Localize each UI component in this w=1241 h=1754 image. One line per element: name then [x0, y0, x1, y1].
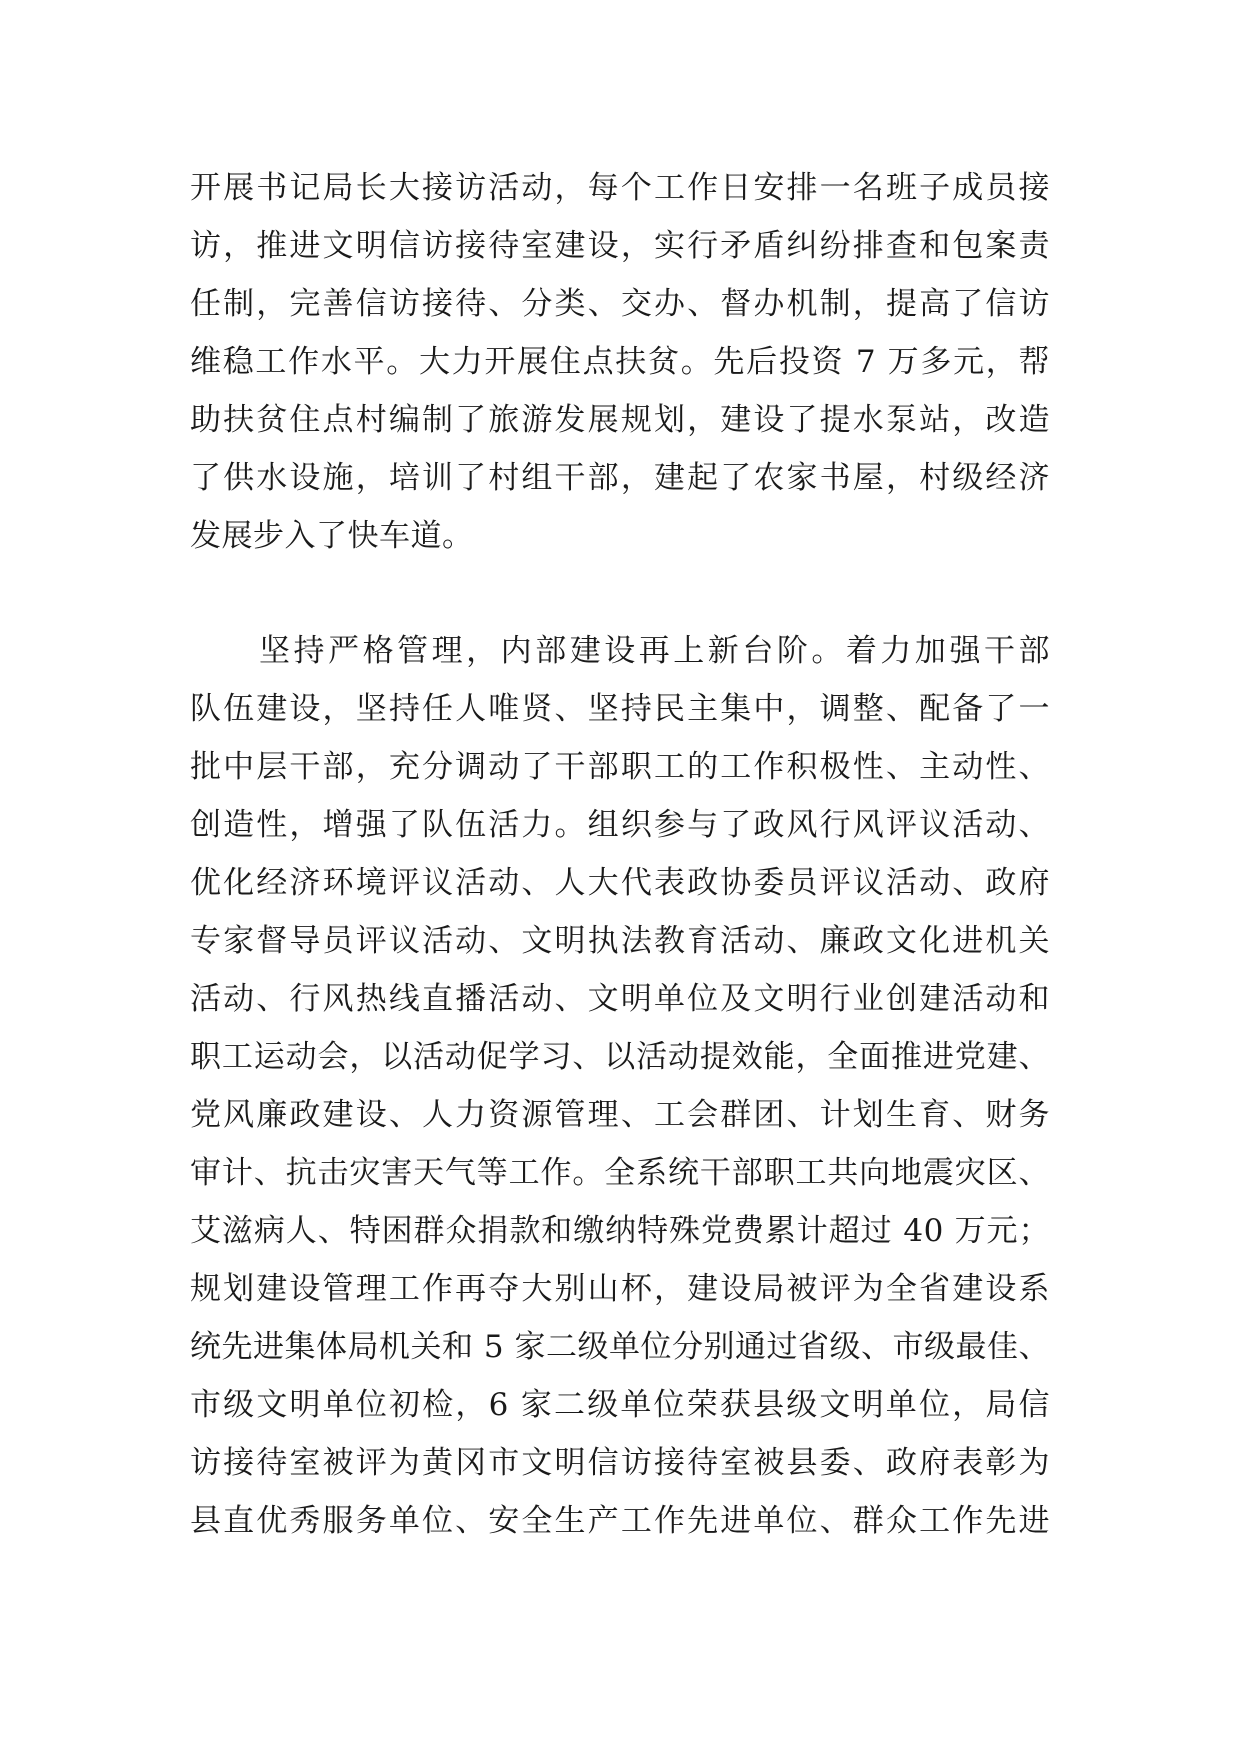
paragraph-line: 活动、行风热线直播活动、文明单位及文明行业创建活动和: [190, 981, 1050, 1017]
paragraph-1: [190, 159, 1050, 565]
paragraph-line: 创造性，增强了队伍活力。组织参与了政风行风评议活动、: [190, 807, 1050, 843]
paragraph-line: 维稳工作水平。大力开展住点扶贫。先后投资 7 万多元，帮: [190, 344, 1050, 380]
paragraph-line: 队伍建设，坚持任人唯贤、坚持民主集中，调整、配备了一: [190, 691, 1050, 727]
paragraph-line: 职工运动会，以活动促学习、以活动提效能，全面推进党建、: [190, 1039, 1050, 1075]
paragraph-line: 开展书记局长大接访活动，每个工作日安排一名班子成员接: [190, 170, 1050, 206]
paragraph-line: 发展步入了快车道。: [190, 518, 474, 554]
paragraph-line: 统先进集体局机关和 5 家二级单位分别通过省级、市级最佳、: [190, 1329, 1050, 1365]
paragraph-line: 访，推进文明信访接待室建设，实行矛盾纠纷排查和包案责: [190, 228, 1050, 264]
paragraph-line: 批中层干部，充分调动了干部职工的工作积极性、主动性、: [190, 749, 1050, 785]
paragraph-line: 了供水设施，培训了村组干部，建起了农家书屋，村级经济: [190, 460, 1050, 496]
paragraph-line: 专家督导员评议活动、文明执法教育活动、廉政文化进机关: [190, 923, 1050, 959]
paragraph-line: 规划建设管理工作再夺大别山杯，建设局被评为全省建设系: [190, 1271, 1050, 1307]
paragraph-line: 优化经济环境评议活动、人大代表政协委员评议活动、政府: [190, 865, 1050, 901]
paragraph-line: 坚持严格管理，内部建设再上新台阶。着力加强干部: [190, 633, 1050, 669]
paragraph-line: 助扶贫住点村编制了旅游发展规划，建设了提水泵站，改造: [190, 402, 1050, 438]
paragraph-line: 任制，完善信访接待、分类、交办、督办机制，提高了信访: [190, 286, 1050, 322]
paragraph-line: 党风廉政建设、人力资源管理、工会群团、计划生育、财务: [190, 1097, 1050, 1133]
paragraph-line: 访接待室被评为黄冈市文明信访接待室被县委、政府表彰为: [190, 1445, 1050, 1481]
paragraph-line: 审计、抗击灾害天气等工作。全系统干部职工共向地震灾区、: [190, 1155, 1050, 1191]
paragraph-line: 县直优秀服务单位、安全生产工作先进单位、群众工作先进: [190, 1503, 1050, 1539]
paragraph-line: 艾滋病人、特困群众捐款和缴纳特殊党费累计超过 40 万元；: [190, 1213, 1050, 1249]
paragraph-2: [190, 622, 1050, 1550]
paragraph-line: 市级文明单位初检，6 家二级单位荣获县级文明单位，局信: [190, 1387, 1050, 1423]
